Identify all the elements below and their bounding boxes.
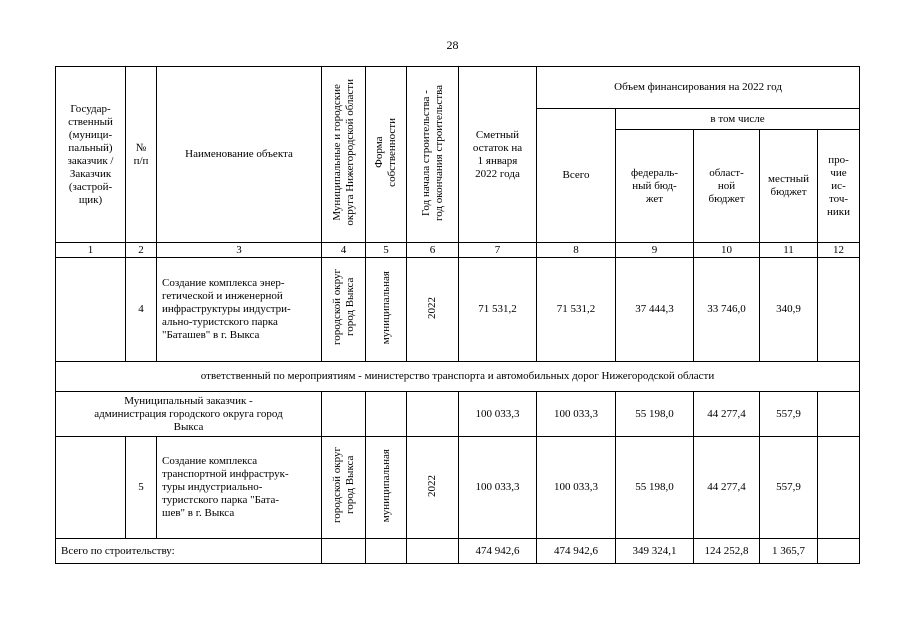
empty-cell (322, 539, 366, 564)
customer-total: 100 033,3 (537, 392, 616, 437)
row5-municipality: городской округ город Выкса (322, 437, 366, 539)
empty-cell (407, 392, 459, 437)
total-federal: 349 324,1 (616, 539, 694, 564)
row4-estimate: 71 531,2 (459, 258, 537, 362)
col-number: 11 (760, 243, 818, 258)
header-including: в том числе (616, 109, 860, 130)
header-ownership: Форма собственности (366, 67, 407, 243)
header-object-name: Наименование объекта (157, 67, 322, 243)
customer-local: 557,9 (760, 392, 818, 437)
row4-other (818, 258, 860, 362)
col-number: 8 (537, 243, 616, 258)
header-regional: област- ной бюджет (694, 130, 760, 243)
row5-year: 2022 (407, 437, 459, 539)
total-label: Всего по строительству: (56, 539, 322, 564)
row4-name: Создание комплекса энер- гетической и инженерной инфраструктуры индустри- ально-туристского парка "Баташев" в г. Выкса (157, 258, 322, 362)
row5-total: 100 033,3 (537, 437, 616, 539)
col-number: 6 (407, 243, 459, 258)
col-number: 10 (694, 243, 760, 258)
header-years: Год начала строительства - год окончания строительства (407, 67, 459, 243)
row4-ownership: муниципальная (366, 258, 407, 362)
col-number: 1 (56, 243, 126, 258)
header-num: № п/п (126, 67, 157, 243)
header-federal: федераль- ный бюд- жет (616, 130, 694, 243)
row4-federal: 37 444,3 (616, 258, 694, 362)
customer-federal: 55 198,0 (616, 392, 694, 437)
row4-regional: 33 746,0 (694, 258, 760, 362)
row5-customer (56, 437, 126, 539)
empty-cell (407, 539, 459, 564)
row5-other (818, 437, 860, 539)
total-local: 1 365,7 (760, 539, 818, 564)
row4-municipality: городской округ город Выкса (322, 258, 366, 362)
col-number: 12 (818, 243, 860, 258)
header-estimate: Сметный остаток на 1 января 2022 года (459, 67, 537, 243)
total-regional: 124 252,8 (694, 539, 760, 564)
responsible-ministry: ответственный по мероприятиям - министерство транспорта и автомобильных дорог Нижегородской области (56, 362, 860, 392)
header-total: Всего (537, 109, 616, 243)
row5-local: 557,9 (760, 437, 818, 539)
row5-name: Создание комплекса транспортной инфраструк- туры индустриально- туристского парка "Бата- шев" в г. Выкса (157, 437, 322, 539)
col-number: 4 (322, 243, 366, 258)
row5-estimate: 100 033,3 (459, 437, 537, 539)
financing-table (55, 66, 860, 564)
total-row (56, 539, 860, 564)
customer-regional: 44 277,4 (694, 392, 760, 437)
row4-customer (56, 258, 126, 362)
col-number: 7 (459, 243, 537, 258)
empty-cell (322, 392, 366, 437)
municipal-customer: Муниципальный заказчик - администрация городского округа город Выкса (56, 392, 322, 437)
col-number: 3 (157, 243, 322, 258)
col-number: 5 (366, 243, 407, 258)
row4-local: 340,9 (760, 258, 818, 362)
row5-num: 5 (126, 437, 157, 539)
row4-num: 4 (126, 258, 157, 362)
column-numbers-row (56, 243, 860, 258)
col-number: 9 (616, 243, 694, 258)
col-number: 2 (126, 243, 157, 258)
table-row (56, 437, 860, 539)
header-municipality: Муниципальные и городские округа Нижегородской области (322, 67, 366, 243)
row4-total: 71 531,2 (537, 258, 616, 362)
table-row (56, 258, 860, 362)
header-other: про- чие ис- точ- ники (818, 130, 860, 243)
row4-year: 2022 (407, 258, 459, 362)
row5-federal: 55 198,0 (616, 437, 694, 539)
empty-cell (366, 539, 407, 564)
empty-cell (818, 392, 860, 437)
responsible-row (56, 362, 860, 392)
row5-regional: 44 277,4 (694, 437, 760, 539)
row5-ownership: муниципальная (366, 437, 407, 539)
page-number: 28 (446, 38, 459, 52)
total-total: 474 942,6 (537, 539, 616, 564)
total-estimate: 474 942,6 (459, 539, 537, 564)
customer-estimate: 100 033,3 (459, 392, 537, 437)
customer-row (56, 392, 860, 437)
header-financing: Объем финансирования на 2022 год (537, 67, 860, 109)
empty-cell (818, 539, 860, 564)
header-customer: Государ- ственный (муници- пальный) заказчик / Заказчик (застрой- щик) (56, 67, 126, 243)
header-local: местный бюджет (760, 130, 818, 243)
empty-cell (366, 392, 407, 437)
